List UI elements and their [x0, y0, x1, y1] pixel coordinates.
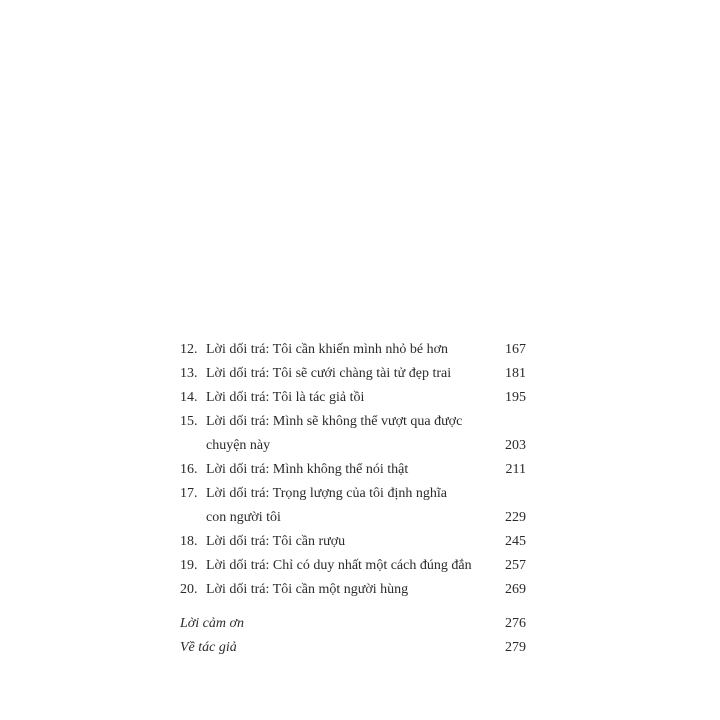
chapter-title: Lời dối trá: Tôi là tác giả tồi — [206, 390, 365, 405]
toc-entry-16[interactable] — [180, 458, 528, 482]
chapter-number: 13. — [180, 366, 198, 381]
chapter-title-line-2: chuyện này — [206, 438, 271, 453]
toc-entry-about-author[interactable] — [180, 636, 528, 660]
back-matter-title: Lời cảm ơn — [180, 616, 244, 631]
page-number: 276 — [505, 616, 526, 631]
chapter-number: 20. — [180, 582, 198, 597]
page-number: 195 — [505, 390, 526, 405]
toc-entry-13[interactable] — [180, 362, 528, 386]
toc-entry-20[interactable] — [180, 578, 528, 602]
chapter-title-line-2: con người tôi — [206, 510, 281, 525]
chapter-title-line-1: Lời dối trá: Mình sẽ không thể vượt qua được — [206, 414, 463, 429]
chapter-number: 14. — [180, 390, 198, 405]
toc-entry-17[interactable] — [180, 482, 528, 530]
toc-entry-15[interactable] — [180, 410, 528, 458]
table-of-contents — [180, 338, 528, 660]
page-number: 203 — [505, 438, 526, 453]
chapter-title: Lời dối trá: Mình không thể nói thật — [206, 462, 409, 477]
toc-entry-acknowledgements[interactable] — [180, 612, 528, 636]
chapter-number: 18. — [180, 534, 198, 549]
page-number: 257 — [505, 558, 526, 573]
chapter-title: Lời dối trá: Tôi cần một người hùng — [206, 582, 409, 597]
page-number: 167 — [505, 342, 526, 357]
page-number: 279 — [505, 640, 526, 655]
chapter-number: 19. — [180, 558, 198, 573]
chapter-number: 15. — [180, 414, 198, 429]
page-number: 245 — [505, 534, 526, 549]
page-number: 229 — [505, 510, 526, 525]
chapter-title-line-1: Lời dối trá: Trọng lượng của tôi định nghĩa — [206, 486, 447, 501]
toc-entry-18[interactable] — [180, 530, 528, 554]
chapter-number: 12. — [180, 342, 198, 357]
toc-entry-12[interactable] — [180, 338, 528, 362]
toc-entry-19[interactable] — [180, 554, 528, 578]
back-matter-title: Về tác giả — [180, 640, 237, 655]
chapter-number: 17. — [180, 486, 198, 501]
back-matter — [180, 612, 528, 660]
chapter-title: Lời dối trá: Tôi sẽ cưới chàng tài tử đẹp trai — [206, 366, 452, 381]
chapter-title: Lời dối trá: Chỉ có duy nhất một cách đúng đắn — [206, 558, 472, 573]
page-number: 211 — [505, 462, 526, 477]
chapter-title: Lời dối trá: Tôi cần rượu — [206, 534, 346, 549]
page-number: 269 — [505, 582, 526, 597]
toc-entry-14[interactable] — [180, 386, 528, 410]
chapter-number: 16. — [180, 462, 198, 477]
chapter-title: Lời dối trá: Tôi cần khiến mình nhỏ bé hơn — [206, 342, 449, 357]
page-number: 181 — [505, 366, 526, 381]
